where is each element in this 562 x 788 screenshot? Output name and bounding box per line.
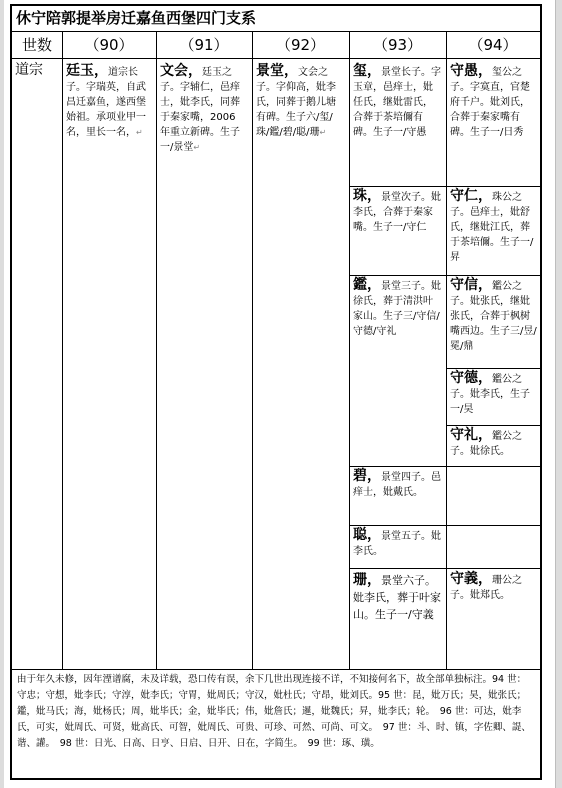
header-row	[12, 32, 540, 59]
entry-gen-91	[157, 62, 251, 157]
person-text: 鑑公之子。妣张氏，继妣张氏，合葬于枫树嘴西边。生子三/昱/冕/鼎	[450, 281, 537, 352]
scrollbar[interactable]	[555, 0, 562, 788]
return-mark: ↵	[319, 128, 327, 137]
page-title: 休宁陪郭提举房迁嘉鱼西堡四门支系	[12, 6, 540, 32]
person-text: 鑑公之子。妣李氏，生子一/昊	[450, 374, 530, 415]
header-gen-94: （94）	[468, 36, 518, 54]
header-gen-91: （91）	[179, 36, 229, 54]
header-gen-90: （90）	[84, 36, 134, 54]
entry-gen-94	[447, 187, 540, 275]
person-text: 道宗长子。字瑞英，自武昌迁嘉鱼，遂西堡始祖。承项业甲一名，里长一名，	[66, 67, 146, 138]
person-name: 守義，	[450, 571, 492, 587]
person-text: 景堂三子。妣徐氏，葬于清洪叶家山。生子三/守信/守德/守礼	[353, 281, 441, 337]
person-text: 文会之子。字仰高，妣李氏，同葬于鹅儿塘有碑。生子六/玺/珠/鑑/碧/聪/珊	[256, 67, 336, 138]
person-text: 鑑公之子。妣徐氏。	[450, 431, 522, 457]
person-text: 景堂六子。妣李氏，葬于叶家山。生子一/守義	[353, 574, 441, 621]
entry-gen-94	[447, 369, 540, 425]
footnote: 由于年久未修，因年湮谱腐，未及详载，恐口传有误，余下几世出现连接不详，不知接何名下，故全部单独标注。94 世：守忠；守想，妣李氏；守淳，妣李氏；守胃，妣周氏；守汉，妣杜氏；守昂，妣刘氏。95 世：昆，妣万氏；昊，妣张氏；鑑，妣马氏；海，妣杨氏；周，妣毕氏；金，妣毕氏；伟，妣詹氏；暹，妣魏氏；昇，妣李氏；轮。 96 世：可达，妣李氏，可实，妣周氏、可贤，妣高氏、可智，妣周氏、可贵、可珍、可然、可尚、可文。 97 世：斗、时、镇，字佐卿、諟、谐、讙。 98 世：日光、日高、日亨、日启、日开、日在，字简生。 99 世：琢、璜。	[12, 669, 540, 778]
row-label: 道宗	[15, 62, 43, 78]
header-label: 世数	[21, 36, 52, 54]
page-edge-left	[0, 0, 4, 788]
person-name: 守信，	[450, 277, 492, 293]
person-name: 景堂，	[256, 63, 298, 79]
person-name: 碧，	[353, 468, 381, 484]
person-name: 玺，	[353, 63, 381, 79]
header-gen-92: （92）	[275, 36, 326, 54]
entry-gen-93	[350, 570, 445, 668]
person-name: 守愚，	[450, 63, 492, 79]
entry-gen-90	[63, 62, 155, 142]
entry-gen-93	[350, 62, 445, 186]
person-name: 鑑，	[353, 277, 381, 293]
person-name: 守仁，	[450, 188, 492, 204]
entry-gen-94	[447, 276, 540, 368]
entry-gen-93	[350, 276, 445, 464]
entry-gen-93	[350, 187, 445, 275]
return-mark: ↵	[136, 128, 143, 137]
entry-gen-94	[447, 426, 540, 466]
person-text: 廷玉之子。字辅仁，邑痒士，妣李氏，同葬于秦家嘴，2006 年重立新碑。生子一/景堂	[160, 67, 240, 153]
person-name: 珠，	[353, 188, 381, 204]
entry-gen-93	[350, 467, 445, 525]
return-mark: ↵	[193, 143, 201, 152]
person-text: 珠公之子。邑痒士，妣舒氏，继妣江氏，葬于茶培儞。生子一/昇	[450, 192, 534, 263]
person-text: 景堂长子。字玉章，邑痒士，妣任氏，继妣雷氏，合葬于茶培儞有碑。生子一/守愚	[353, 67, 441, 138]
genealogy-table	[10, 4, 542, 780]
person-name: 廷玉，	[66, 63, 108, 79]
person-name: 文会，	[160, 63, 202, 79]
row-divider	[349, 568, 540, 569]
person-name: 珊，	[353, 572, 381, 588]
person-name: 守德，	[450, 370, 492, 386]
person-text: 玺公之子。字寞直，官楚府千户。妣刘氏，合葬于秦家嘴有碑。生子一/日秀	[450, 67, 530, 138]
person-name: 聪，	[353, 527, 381, 543]
person-text: 景堂四子。邑痒士，妣戴氏。	[353, 472, 441, 498]
person-text: 景堂次子。妣李氏，合葬于秦家嘴。生子一/守仁	[353, 192, 441, 233]
header-gen-93: （93）	[372, 36, 423, 54]
entry-gen-93	[350, 526, 445, 568]
entry-gen-92	[253, 62, 348, 142]
person-text: 景堂五子。妣李氏。	[353, 531, 441, 557]
person-name: 守礼，	[450, 427, 492, 443]
entry-gen-94	[447, 62, 540, 186]
entry-gen-94	[447, 570, 540, 668]
person-text: 珊公之子。妣郑氏。	[450, 575, 522, 601]
